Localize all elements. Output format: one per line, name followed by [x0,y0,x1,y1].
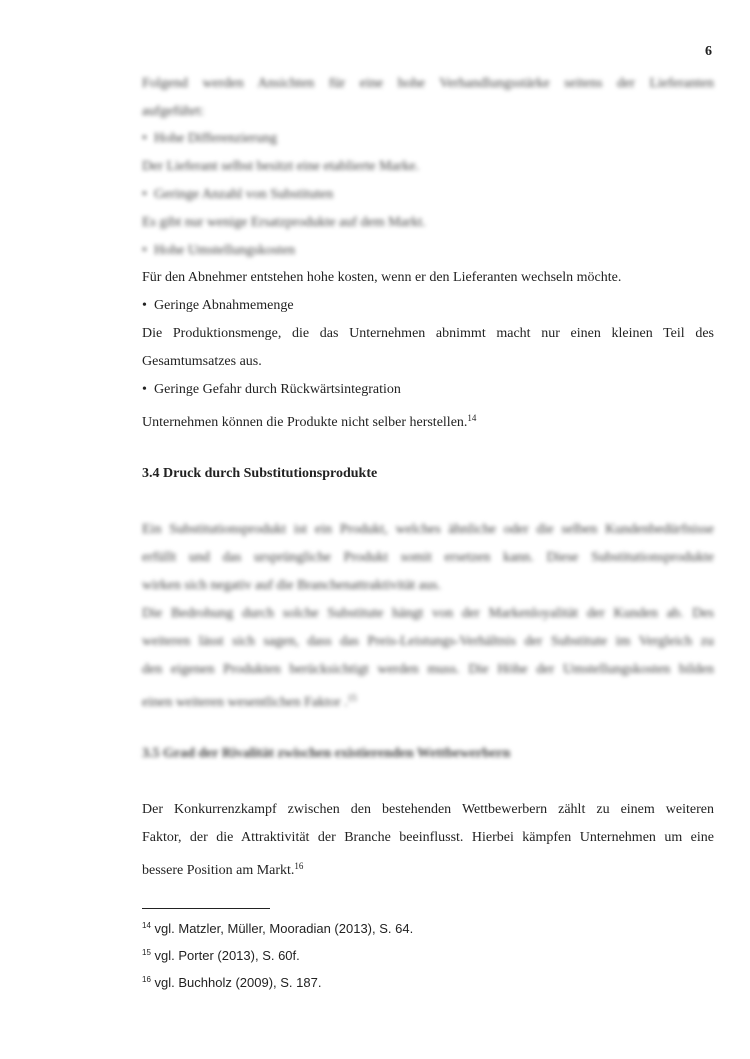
blurred-text-line: den eigenen Produkten berücksichtigt werden muss. Die Höhe der Umstellungskosten bilden [142,662,714,677]
bullet-item: • Geringe Abnahmemenge [142,298,294,313]
section-heading-3-4: 3.4 Druck durch Substitutionsprodukte [142,466,378,481]
footnote: $^{14}$ vgl. Matzler, Müller, Mooradian (2013), S. 64. [142,921,414,936]
footnote-separator [142,908,270,909]
blurred-text-line: wirken sich negativ auf die Branchenattraktivität aus. [142,578,441,593]
blurred-text-line: Ein Substitutionsprodukt ist ein Produkt, welches ähnliche oder die selben Kundenbedürfnisse [142,522,714,537]
body-text-line: Faktor, der die Attraktivität der Branche beeinflusst. Hierbei kämpfen Unternehmen um eine [142,830,714,845]
bullet-item: • Geringe Gefahr durch Rückwärtsintegration [142,382,401,397]
footnote: $^{16}$ vgl. Buchholz (2009), S. 187. [142,975,322,990]
blurred-text-line: aufgeführt: [142,104,205,119]
body-text-line: Unternehmen können die Produkte nicht selber herstellen.$^{14}$ [142,413,477,430]
body-text-line: Für den Abnehmer entstehen hohe kosten, wenn er den Lieferanten wechseln möchte. [142,270,622,285]
footnote-ref: 14 [467,413,477,423]
body-text-line: Die Produktionsmenge, die das Unternehmen abnimmt macht nur einen kleinen Teil des [142,326,714,341]
blurred-text-line: Folgend werden Ansichten für eine hohe Verhandlungsstärke seitens der Lieferanten [142,76,714,91]
blurred-text-line: weiteren lässt sich sagen, dass das Preis-Leistungs-Verhältnis der Substitute im Vergleich zu [142,634,714,649]
footnote-ref: 16 [294,861,304,871]
blurred-text-line: Es gibt nur wenige Ersatzprodukte auf dem Markt. [142,215,426,230]
blurred-bullet: • Geringe Anzahl von Substituten [142,187,334,202]
blurred-text-line: Die Bedrohung durch solche Substitute hängt von der Markenloyalität der Kunden ab. Des [142,606,714,621]
body-text-line: bessere Position am Markt.$^{16}$ [142,861,304,878]
blurred-bullet: • Hohe Umstellungskosten [142,243,296,258]
blurred-text-line: erfüllt und das ursprüngliche Produkt somit ersetzen kann. Diese Substitutionsprodukte [142,550,714,565]
section-heading-3-5: 3.5 Grad der Rivalität zwischen existierenden Wettbewerbern [142,746,511,761]
body-text-line: Der Konkurrenzkampf zwischen den bestehenden Wettbewerbern zählt zu einem weiteren [142,802,714,817]
body-text-line: Gesamtumsatzes aus. [142,354,262,369]
blurred-text-line: Der Lieferant selbst besitzt eine etablierte Marke. [142,159,420,174]
blurred-bullet: • Hohe Differenzierung [142,131,277,146]
blurred-text-line: einen weiteren wesentlichen Faktor .$^{15}$ [142,693,357,710]
page-number: 6 [705,44,712,59]
footnote: $^{15}$ vgl. Porter (2013), S. 60f. [142,948,300,963]
